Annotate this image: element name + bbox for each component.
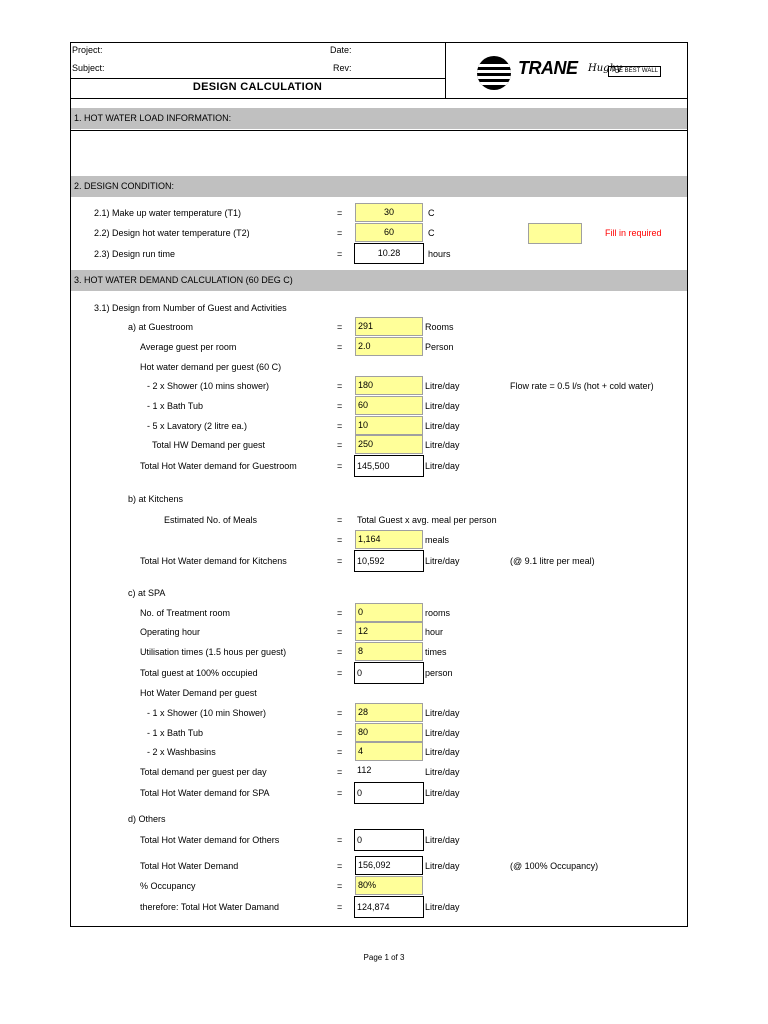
final-total-label: therefore: Total Hot Water Damand (140, 902, 280, 912)
rev-label: Rev: (333, 63, 352, 73)
equals-sign: = (337, 627, 343, 637)
treatment-rooms-input[interactable]: 0 (355, 603, 423, 622)
kitchens-total-value: 10,592 (354, 550, 424, 572)
subject-label: Subject: (72, 63, 105, 73)
flow-rate-note: Flow rate = 0.5 l/s (hot + cold water) (510, 381, 654, 391)
equals-sign: = (337, 515, 343, 525)
others-total-unit: Litre/day (425, 835, 460, 845)
equals-sign: = (337, 421, 343, 431)
spa-bath-label: - 1 x Bath Tub (147, 728, 204, 738)
equals-sign: = (337, 902, 343, 912)
bath-tub-input[interactable]: 60 (355, 396, 423, 415)
hw-demand-title: Hot water demand per guest (60 C) (140, 362, 282, 372)
equals-sign: = (337, 381, 343, 391)
meals-input[interactable]: 1,164 (355, 530, 423, 549)
lavatory-unit: Litre/day (425, 421, 460, 431)
final-total-unit: Litre/day (425, 902, 460, 912)
section-2-header: 2. DESIGN CONDITION: (71, 176, 687, 197)
guestroom-total-label: Total Hot Water demand for Guestroom (140, 461, 297, 471)
grand-total-label: Total Hot Water Demand (140, 861, 239, 871)
page-title: DESIGN CALCULATION (192, 81, 323, 93)
guestroom-rooms-input[interactable]: 291 (355, 317, 423, 336)
total-guest-value: 0 (354, 662, 424, 684)
bath-tub-label: - 1 x Bath Tub (147, 401, 204, 411)
page-number: Page 1 of 3 (363, 953, 405, 962)
make-up-temp-input[interactable]: 30 (355, 203, 423, 222)
equals-sign: = (337, 535, 343, 545)
operating-hour-label: Operating hour (140, 627, 201, 637)
meals-formula: Total Guest x avg. meal per person (357, 515, 497, 525)
spa-shower-input[interactable]: 28 (355, 703, 423, 722)
total-per-guest-unit: Litre/day (425, 440, 460, 450)
equals-sign: = (337, 440, 343, 450)
tagline-logo: THE BEST WALL (608, 66, 661, 77)
equals-sign: = (337, 461, 343, 471)
equals-sign: = (337, 668, 343, 678)
total-guest-unit: person (425, 668, 453, 678)
equals-sign: = (337, 208, 343, 218)
shower-input[interactable]: 180 (355, 376, 423, 395)
project-label: Project: (72, 45, 103, 55)
equals-sign: = (337, 228, 343, 238)
spa-total-value: 0 (354, 782, 424, 804)
header-bottom-line (70, 98, 688, 99)
kitchens-total-label: Total Hot Water demand for Kitchens (140, 556, 287, 566)
bath-tub-unit: Litre/day (425, 401, 460, 411)
brand-name: TRANE (518, 58, 578, 78)
utilisation-input[interactable]: 8 (355, 642, 423, 661)
utilisation-label: Utilisation times (1.5 hous per guest) (140, 647, 287, 657)
equals-sign: = (337, 861, 343, 871)
hot-water-temp-unit: C (428, 228, 435, 238)
treatment-rooms-unit: rooms (425, 608, 451, 618)
spa-title: c) at SPA (128, 588, 166, 598)
equals-sign: = (337, 747, 343, 757)
final-total-value: 124,874 (354, 896, 424, 918)
date-label: Date: (330, 45, 352, 55)
meals-label: Estimated No. of Meals (164, 515, 258, 525)
avg-guest-unit: Person (425, 342, 454, 352)
equals-sign: = (337, 835, 343, 845)
shower-unit: Litre/day (425, 381, 460, 391)
equals-sign: = (337, 788, 343, 798)
hot-water-temp-input[interactable]: 60 (355, 223, 423, 242)
guestroom-rooms-unit: Rooms (425, 322, 454, 332)
utilisation-unit: times (425, 647, 447, 657)
occupancy-input[interactable]: 80% (355, 876, 423, 895)
avg-guest-input[interactable]: 2.0 (355, 337, 423, 356)
shower-label: - 2 x Shower (10 mins shower) (147, 381, 270, 391)
equals-sign: = (337, 881, 343, 891)
others-title: d) Others (128, 814, 166, 824)
run-time-value: 10.28 (354, 243, 424, 264)
spa-per-guest-unit: Litre/day (425, 767, 460, 777)
equals-sign: = (337, 401, 343, 411)
total-per-guest-label: Total HW Demand per guest (152, 440, 266, 450)
spa-bath-unit: Litre/day (425, 728, 460, 738)
section-3-header: 3. HOT WATER DEMAND CALCULATION (60 DEG C) (71, 270, 687, 291)
total-per-guest-input[interactable]: 250 (355, 435, 423, 454)
spa-wash-unit: Litre/day (425, 747, 460, 757)
others-total-input[interactable]: 0 (354, 829, 424, 851)
kitchens-title: b) at Kitchens (128, 494, 184, 504)
occupancy-label: % Occupancy (140, 881, 196, 891)
section-1-line (70, 130, 688, 131)
operating-hour-unit: hour (425, 627, 444, 637)
title-top-line (70, 78, 445, 79)
section-3-intro: 3.1) Design from Number of Guest and Activities (94, 303, 287, 313)
grand-total-unit: Litre/day (425, 861, 460, 871)
spa-total-label: Total Hot Water demand for SPA (140, 788, 270, 798)
lavatory-label: - 5 x Lavatory (2 litre ea.) (147, 421, 248, 431)
spa-wash-input[interactable]: 4 (355, 742, 423, 761)
make-up-temp-label: 2.1) Make up water temperature (T1) (94, 208, 242, 218)
equals-sign: = (337, 556, 343, 566)
guestroom-total-unit: Litre/day (425, 461, 460, 471)
guestroom-total-value: 145,500 (354, 455, 424, 477)
fill-required-legend: Fill in required (605, 228, 662, 238)
spa-demand-title: Hot Water Demand per guest (140, 688, 257, 698)
hot-water-temp-label: 2.2) Design hot water temperature (T2) (94, 228, 250, 238)
others-total-label: Total Hot Water demand for Others (140, 835, 280, 845)
operating-hour-input[interactable]: 12 (355, 622, 423, 641)
grand-total-value: 156,092 (355, 856, 423, 875)
run-time-unit: hours (428, 249, 451, 259)
spa-shower-unit: Litre/day (425, 708, 460, 718)
spa-per-guest-label: Total demand per guest per day (140, 767, 267, 777)
signature-logo: Hughy (588, 63, 622, 74)
kitchens-total-unit: Litre/day (425, 556, 460, 566)
header-divider (445, 42, 446, 99)
make-up-temp-unit: C (428, 208, 435, 218)
per-meal-note: (@ 9.1 litre per meal) (510, 556, 595, 566)
spa-bath-input[interactable]: 80 (355, 723, 423, 742)
equals-sign: = (337, 708, 343, 718)
trane-logo-icon (477, 56, 511, 90)
equals-sign: = (337, 322, 343, 332)
equals-sign: = (337, 728, 343, 738)
spa-per-guest-value: 112 (357, 765, 372, 775)
lavatory-input[interactable]: 10 (355, 416, 423, 435)
total-guest-label: Total guest at 100% occupied (140, 668, 258, 678)
section-1-header: 1. HOT WATER LOAD INFORMATION: (71, 108, 687, 129)
meals-unit: meals (425, 535, 450, 545)
equals-sign: = (337, 647, 343, 657)
spa-total-unit: Litre/day (425, 788, 460, 798)
equals-sign: = (337, 608, 343, 618)
equals-sign: = (337, 249, 343, 259)
guestroom-label: a) at Guestroom (128, 322, 194, 332)
equals-sign: = (337, 342, 343, 352)
fill-required-legend-swatch (528, 223, 582, 244)
treatment-rooms-label: No. of Treatment room (140, 608, 231, 618)
spa-shower-label: - 1 x Shower (10 min Shower) (147, 708, 267, 718)
avg-guest-label: Average guest per room (140, 342, 237, 352)
spa-wash-label: - 2 x Washbasins (147, 747, 216, 757)
occupancy-note: (@ 100% Occupancy) (510, 861, 599, 871)
run-time-label: 2.3) Design run time (94, 249, 176, 259)
equals-sign: = (337, 767, 343, 777)
